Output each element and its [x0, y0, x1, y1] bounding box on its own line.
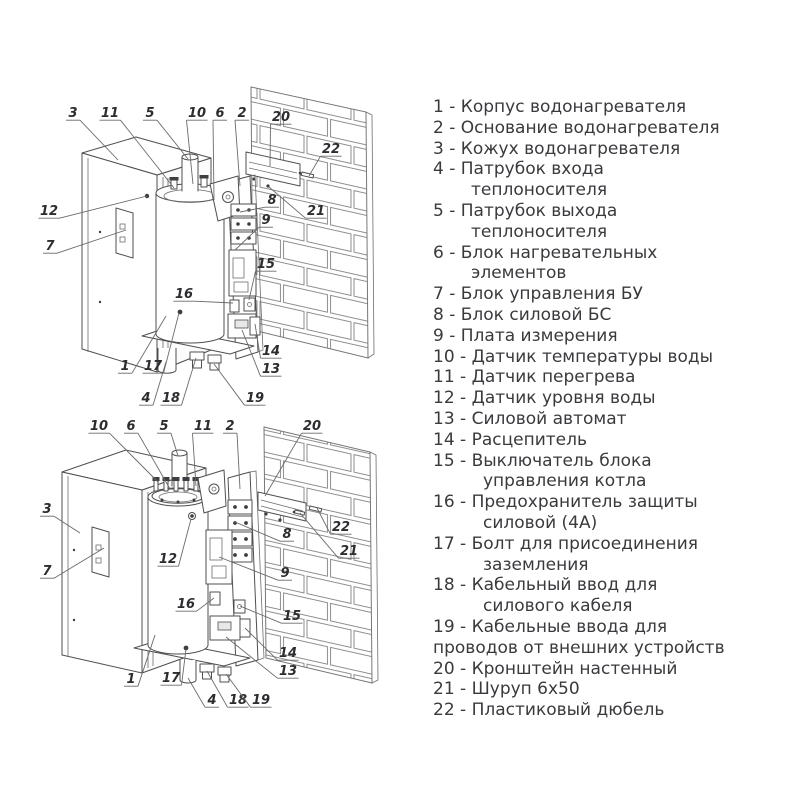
- legend-item-8: [433, 305, 800, 326]
- callout-number-18: 18: [161, 391, 181, 406]
- legend-item-10: [433, 347, 800, 368]
- legend-line: 5 - Патрубок выхода: [433, 200, 618, 221]
- legend-line: 19 - Кабельные ввода для: [433, 616, 668, 637]
- electronics-stack: [228, 204, 260, 338]
- legend-line: 8 - Блок силовой БС: [433, 304, 612, 325]
- legend-line: 3 - Кожух водонагревателя: [433, 138, 681, 159]
- legend-item-18: [433, 575, 800, 617]
- callout-number-1: 1: [126, 672, 136, 687]
- legend-item-12: [433, 388, 800, 409]
- callout-number-14: 14: [261, 344, 281, 359]
- callout-number-4: 4: [141, 391, 151, 406]
- fuse: [210, 592, 220, 605]
- legend-line: 16 - Предохранитель защиты: [433, 492, 698, 513]
- measurement-board: [229, 250, 256, 296]
- legend-item-4: [433, 159, 800, 201]
- callout-number-16: 16: [176, 597, 196, 612]
- legend-item-15: [433, 451, 800, 493]
- legend-line: 12 - Датчик уровня воды: [433, 388, 656, 409]
- callout-number-15: 15: [256, 257, 276, 272]
- legend-item-17: [433, 534, 800, 576]
- callout-number-10: 10: [187, 106, 207, 121]
- callout-number-6: 6: [215, 106, 225, 121]
- legend-item-16: [433, 492, 800, 534]
- leader-line: [270, 124, 271, 166]
- callout-number-21: 21: [306, 204, 326, 219]
- legend-line: 17 - Болт для присоединения: [433, 533, 698, 554]
- callout-number-13: 13: [278, 664, 298, 679]
- screw-icon: [278, 518, 281, 521]
- callout-number-7: 7: [42, 564, 52, 579]
- legend-line: 2 - Основание водонагревателя: [433, 117, 720, 138]
- callout-number-4: 4: [207, 693, 217, 708]
- control-switch: [244, 298, 255, 311]
- aux-cable-gland: [218, 667, 231, 682]
- legend-item-14: [433, 430, 800, 451]
- legend-item-11: [433, 367, 800, 388]
- fuse: [230, 300, 239, 312]
- aux-cable-gland: [208, 355, 221, 370]
- outlet-pipe: [182, 154, 198, 193]
- callout-number-7: 7: [45, 239, 55, 254]
- legend-item-19: [433, 617, 800, 659]
- legend-line: 6 - Блок нагревательных: [433, 242, 658, 263]
- callout-number-16: 16: [174, 287, 194, 302]
- callout-number-6: 6: [126, 419, 136, 434]
- legend-line: 7 - Блок управления БУ: [433, 284, 643, 305]
- callout-number-11: 11: [193, 419, 213, 434]
- control-unit-panel: [116, 208, 133, 258]
- legend-item-6: [433, 243, 800, 285]
- circuit-breaker: [210, 616, 240, 640]
- legend-item-20: [433, 659, 800, 680]
- callout-number-20: 20: [302, 419, 322, 434]
- callout-number-8: 8: [267, 193, 277, 208]
- screw-icon: [264, 512, 267, 515]
- callout-number-18: 18: [228, 693, 248, 708]
- callout-number-3: 3: [42, 502, 52, 517]
- legend-line: 18 - Кабельный ввод для: [433, 575, 658, 596]
- legend-item-9: [433, 326, 800, 347]
- callout-number-1: 1: [120, 359, 130, 374]
- legend-line-continuation: элементов: [471, 263, 567, 284]
- legend-line: 20 - Кронштейн настенный: [433, 658, 678, 679]
- callout-number-10: 10: [89, 419, 109, 434]
- ground-bolt: [178, 310, 183, 315]
- brick-wall: [264, 427, 378, 683]
- legend-line: 4 - Патрубок входа: [433, 159, 604, 180]
- legend-line: 22 - Пластиковый дюбель: [433, 700, 665, 721]
- control-unit-panel: [92, 527, 109, 577]
- legend-line: 1 - Корпус водонагревателя: [433, 97, 687, 117]
- legend-line: 11 - Датчик перегрева: [433, 367, 636, 388]
- callout-number-12: 12: [39, 204, 59, 219]
- leader-line: [188, 678, 205, 707]
- callout-number-9: 9: [261, 213, 271, 228]
- legend-item-1: [433, 97, 800, 118]
- cover-door-face: [82, 153, 157, 372]
- leader-line: [214, 364, 245, 405]
- legend-item-22: [433, 700, 800, 721]
- diagram-lower-view: [62, 427, 378, 683]
- callout-number-11: 11: [100, 106, 120, 121]
- legend-item-7: [433, 284, 800, 305]
- legend-line-continuation: силового кабеля: [483, 596, 633, 617]
- legend-line-continuation: управления котла: [483, 471, 647, 492]
- callout-number-22: 22: [321, 142, 341, 157]
- callout-number-22: 22: [331, 520, 351, 535]
- callout-number-17: 17: [143, 359, 163, 374]
- legend-line-continuation: теплоносителя: [471, 180, 608, 201]
- callout-number-9: 9: [280, 566, 290, 581]
- callout-number-2: 2: [225, 419, 235, 434]
- temperature-sensor: [170, 177, 179, 189]
- legend-item-21: [433, 679, 800, 700]
- callout-number-19: 19: [245, 391, 265, 406]
- callout-number-5: 5: [159, 419, 169, 434]
- parts-legend: [433, 97, 800, 721]
- legend-line: 10 - Датчик температуры воды: [433, 346, 714, 367]
- callout-number-21: 21: [339, 544, 359, 559]
- callout-number-13: 13: [261, 362, 281, 377]
- callout-number-3: 3: [68, 106, 78, 121]
- legend-line: 9 - Плата измерения: [433, 325, 618, 346]
- legend-line: 15 - Выключатель блока: [433, 450, 652, 471]
- legend-item-5: [433, 201, 800, 243]
- callout-number-17: 17: [161, 671, 181, 686]
- leader-line: [182, 358, 197, 405]
- callout-number-15: 15: [282, 609, 302, 624]
- legend-item-13: [433, 409, 800, 430]
- callout-number-20: 20: [271, 110, 291, 125]
- legend-item-2: [433, 118, 800, 139]
- callout-number-5: 5: [145, 106, 155, 121]
- callout-number-2: 2: [237, 106, 247, 121]
- callout-number-14: 14: [278, 646, 298, 661]
- overheat-sensor: [200, 175, 209, 187]
- callout-number-8: 8: [282, 527, 292, 542]
- legend-line-continuation: заземления: [483, 554, 589, 575]
- legend-line: 14 - Расцепитель: [433, 429, 588, 450]
- legend-line-continuation: силовой (4А): [483, 512, 598, 533]
- level-sensor-bolt: [189, 513, 196, 520]
- legend-line: 21 - Шуруп 6х50: [433, 679, 580, 700]
- callout-number-12: 12: [158, 552, 178, 567]
- callout-number-19: 19: [251, 693, 271, 708]
- legend-item-3: [433, 139, 800, 160]
- power-cable-gland: [190, 352, 204, 368]
- control-switch: [234, 600, 245, 613]
- legend-line-continuation: теплоносителя: [471, 221, 608, 242]
- legend-line: 13 - Силовой автомат: [433, 408, 627, 429]
- legend-line-continuation: проводов от внешних устройств: [433, 637, 725, 658]
